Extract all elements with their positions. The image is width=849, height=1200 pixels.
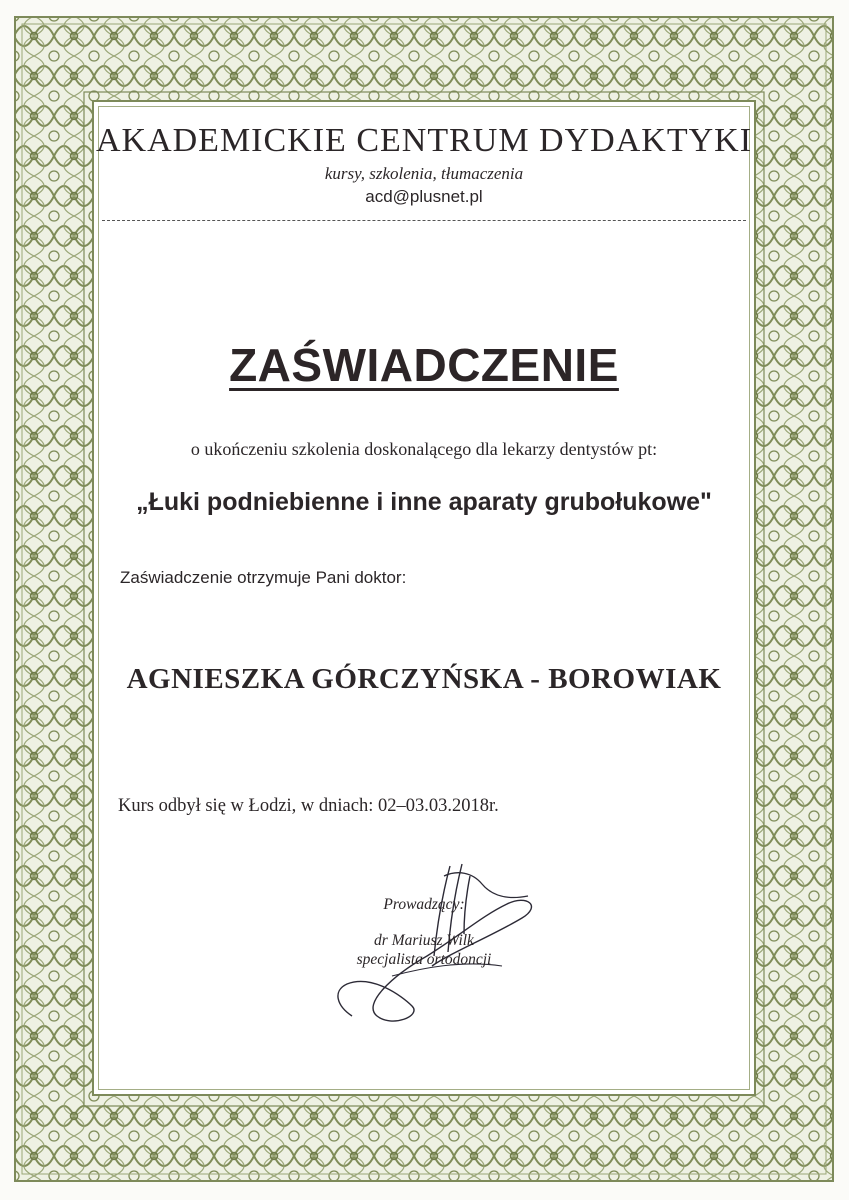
lead-title: specjalista ortodoncji — [356, 951, 492, 968]
recipient-label: Zaświadczenie otrzymuje Pani doktor: — [120, 568, 407, 587]
lead-name: dr Mariusz Wilk — [374, 932, 474, 949]
document-title — [92, 338, 756, 392]
lead-label: Prowadzący: — [383, 896, 465, 913]
header-divider — [102, 220, 746, 221]
course-place-dates: Kurs odbył się w Łodzi, w dniach: 02–03.03.2018r. — [118, 796, 499, 816]
completion-text: o ukończeniu szkolenia doskonalącego dla lekarzy dentystów pt: — [190, 439, 658, 459]
organization-name: AKADEMICKIE CENTRUM DYDAKTYKI — [95, 122, 753, 159]
course-title: „Łuki podniebienne i inne aparaty grubołukowe" — [136, 488, 712, 516]
document-title-text: ZAŚWIADCZENIE — [229, 339, 619, 391]
recipient-name: AGNIESZKA GÓRCZYŃSKA - BOROWIAK — [126, 663, 722, 695]
organization-email: acd@plusnet.pl — [365, 187, 483, 206]
organization-subtitle: kursy, szkolenia, tłumaczenia — [324, 164, 524, 183]
certificate-content — [92, 100, 756, 1096]
